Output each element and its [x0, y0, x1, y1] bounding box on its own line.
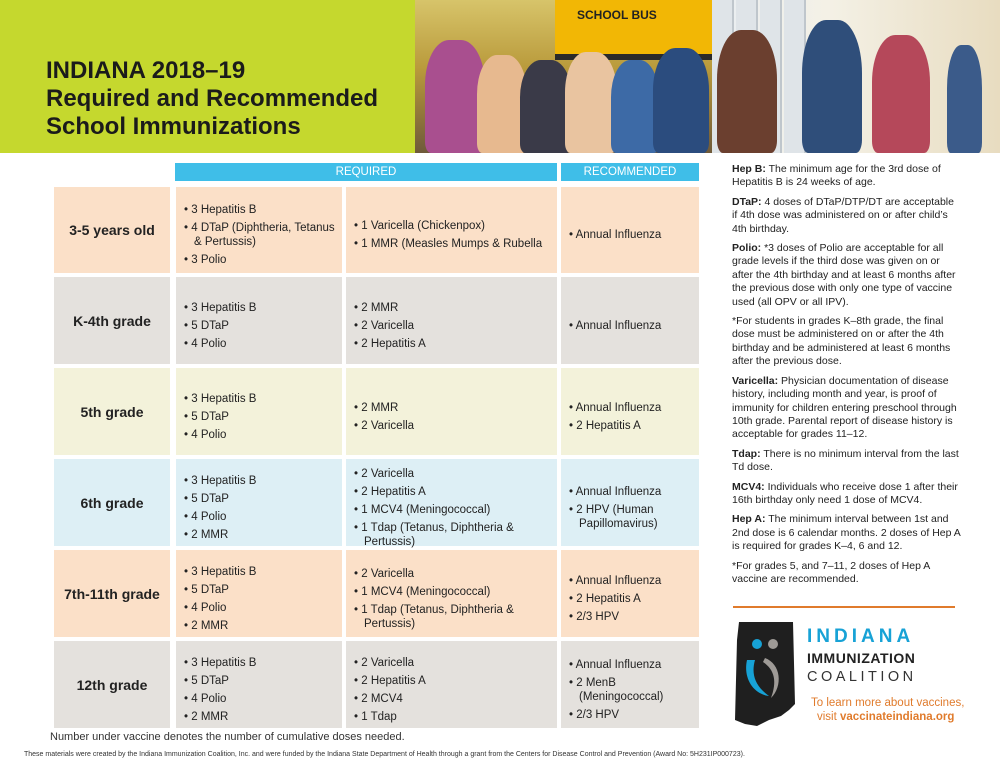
vaccine-item: • Annual Influenza [569, 319, 693, 333]
title-line-3: School Immunizations [46, 113, 301, 140]
logo-tagline: To learn more about vaccines, [811, 697, 965, 709]
vaccine-notes [732, 163, 962, 592]
required-list-secondary [346, 641, 557, 728]
required-list [176, 368, 342, 455]
vaccine-item: • 4 Polio [184, 692, 336, 706]
vaccine-item: • 2 MMR [354, 401, 551, 415]
vaccine-item: • 2 MCV4 [354, 692, 551, 706]
vaccine-item: • 2 MenB (Meningococcal) [569, 676, 693, 704]
recommended-list [561, 550, 699, 637]
vaccine-item: • 1 Tdap (Tetanus, Diphtheria & Pertussis) [354, 603, 551, 631]
notes-divider [733, 606, 955, 608]
note-paragraph [732, 375, 962, 442]
vaccine-item: • 2 Varicella [354, 656, 551, 670]
logo-coalition: COALITION [807, 669, 917, 685]
required-list-secondary [346, 277, 557, 364]
required-list-secondary [346, 368, 557, 455]
vaccine-list [176, 459, 342, 546]
vaccine-item: • 1 MCV4 (Meningococcal) [354, 503, 551, 517]
vaccine-item: • 5 DTaP [184, 583, 336, 597]
grade-label: 12th grade [54, 641, 170, 728]
indiana-state-icon [733, 620, 801, 728]
note-paragraph [732, 513, 962, 553]
page-title [46, 57, 378, 141]
recommended-list [561, 277, 699, 364]
vaccine-item: • 2 Hepatitis A [569, 419, 693, 433]
vaccine-list [176, 641, 342, 728]
students-hallway-photo [712, 0, 1000, 153]
student-figure [802, 20, 862, 153]
note-paragraph [732, 196, 962, 236]
logo-indiana: INDIANA [807, 626, 915, 647]
vaccine-item: • 4 DTaP (Diphtheria, Tetanus & Pertussis) [184, 221, 336, 249]
recommended-list [561, 187, 699, 273]
note-paragraph [732, 448, 962, 475]
vaccine-item: • 2 MMR [184, 619, 336, 633]
recommended-header: RECOMMENDED [561, 163, 699, 181]
note-paragraph [732, 242, 962, 309]
website-link[interactable]: vaccinateindiana.org [840, 711, 955, 723]
header-banner [0, 0, 1000, 153]
note-paragraph [732, 560, 962, 587]
vaccine-item: • 2 MMR [354, 301, 551, 315]
vaccine-item: • 5 DTaP [184, 319, 336, 333]
vaccine-item: • 2 Hepatitis A [354, 485, 551, 499]
vaccine-item: • 1 MMR (Measles Mumps & Rubella [354, 237, 551, 251]
note-term: Polio: [732, 242, 762, 255]
note-text: Individuals who receive dose 1 after their 16th birthday only need 1 dose of MCV4. [732, 480, 958, 506]
note-term: Varicella: [732, 374, 779, 387]
table-row [50, 183, 700, 273]
grade-label: 6th grade [54, 459, 170, 546]
vaccine-item: • 2/3 HPV [569, 610, 693, 624]
table-row [50, 364, 700, 455]
note-term: MCV4: [732, 480, 765, 493]
note-text: There is no minimum interval from the last Td dose. [732, 447, 959, 474]
vaccine-list [561, 459, 699, 546]
recommended-list [561, 459, 699, 546]
vaccine-item: • 5 DTaP [184, 674, 336, 688]
vaccine-list [346, 368, 557, 455]
vaccine-list [346, 550, 557, 637]
vaccine-item: • 2 Varicella [354, 419, 551, 433]
vaccine-list [346, 641, 557, 728]
table-row [50, 546, 700, 637]
vaccine-list [176, 368, 342, 455]
required-list [176, 187, 342, 273]
student-figure [947, 45, 982, 153]
vaccine-list [176, 277, 342, 364]
vaccine-list [561, 550, 699, 637]
grade-label: 7th-11th grade [54, 550, 170, 637]
note-term: Tdap: [732, 447, 761, 460]
note-text: Physician documentation of disease history, including month and year, is proof of immunity for children entering preschool through 10th grade. Parental report of disease history is acceptable for grades 11–12. [732, 374, 957, 441]
vaccine-item: • 3 Polio [184, 253, 336, 267]
vaccine-item: • 2 HPV (Human Papillomavirus) [569, 503, 693, 531]
note-text: *For grades 5, and 7–11, 2 doses of Hep A vaccine are recommended. [732, 559, 930, 585]
vaccine-item: • Annual Influenza [569, 485, 693, 499]
student-figure [653, 48, 709, 153]
note-text: *3 doses of Polio are acceptable for all grade levels if the third dose was given on or after the 4th birthday and at least 6 months after the previous dose with only one type of vaccine used (all OPV or all IPV). [732, 242, 956, 308]
required-list [176, 277, 342, 364]
vaccine-item: • 5 DTaP [184, 410, 336, 424]
recommended-list [561, 641, 699, 728]
vaccine-item: • 1 Tdap [354, 710, 551, 724]
vaccine-item: • 4 Polio [184, 601, 336, 615]
vaccine-list [561, 187, 699, 273]
student-figure [611, 60, 659, 153]
vaccine-item: • Annual Influenza [569, 658, 693, 672]
note-text: The minimum interval between 1st and 2nd dose is 6 calendar months. 2 doses of Hep A is required for grades K–4, 6 and 12. [732, 513, 961, 553]
table-row [50, 637, 700, 728]
vaccine-item: • 3 Hepatitis B [184, 474, 336, 488]
funding-credits: These materials were created by the Indiana Immunization Coalition, Inc. and were funded by the Indiana State Department of Health through a grant from the Centers for Disease Control and Prevention (Award No: 5H231IP000723). [24, 751, 745, 758]
bus-sign: SCHOOL BUS [577, 8, 657, 22]
vaccine-list [561, 641, 699, 728]
required-list-secondary [346, 550, 557, 637]
note-text: The minimum age for the 3rd dose of Hepatitis B is 24 weeks of age. [732, 163, 941, 189]
vaccine-item: • 3 Hepatitis B [184, 565, 336, 579]
logo-visit-line [817, 711, 954, 723]
title-line-1: INDIANA 2018–19 [46, 57, 246, 84]
required-header: REQUIRED [175, 163, 557, 181]
vaccine-item: • Annual Influenza [569, 228, 693, 242]
vaccine-item: • 2 MMR [184, 710, 336, 724]
vaccine-item: • 2/3 HPV [569, 708, 693, 722]
vaccine-item: • 2 Varicella [354, 467, 551, 481]
recommended-list [561, 368, 699, 455]
vaccine-item: • 4 Polio [184, 510, 336, 524]
student-figure [425, 40, 485, 153]
grade-label: 3-5 years old [54, 187, 170, 273]
visit-label: visit [817, 711, 837, 723]
vaccine-item: • 2 Varicella [354, 319, 551, 333]
vaccine-list [346, 277, 557, 364]
student-figure [565, 52, 617, 153]
vaccine-item: • 2 Hepatitis A [354, 337, 551, 351]
required-list [176, 550, 342, 637]
note-term: DTaP: [732, 195, 762, 208]
vaccine-item: • Annual Influenza [569, 401, 693, 415]
required-list-secondary [346, 187, 557, 273]
required-list [176, 459, 342, 546]
vaccine-item: • 2 Varicella [354, 567, 551, 581]
vaccine-item: • 4 Polio [184, 337, 336, 351]
note-term: Hep A: [732, 513, 766, 526]
note-text: *For students in grades K–8th grade, the final dose must be administered on or after the 4th birthday and be administered at least 6 months after the previous dose. [732, 315, 951, 368]
table-row [50, 273, 700, 364]
vaccine-item: • 3 Hepatitis B [184, 392, 336, 406]
vaccine-item: • 3 Hepatitis B [184, 203, 336, 217]
note-paragraph [732, 315, 962, 369]
grade-label: K-4th grade [54, 277, 170, 364]
vaccine-item: • 2 Hepatitis A [354, 674, 551, 688]
title-line-2: Required and Recommended [46, 85, 379, 112]
vaccine-list [561, 277, 699, 364]
student-figure [717, 30, 777, 153]
vaccine-list [176, 187, 342, 273]
vaccine-item: • 3 Hepatitis B [184, 301, 336, 315]
vaccine-item: • 2 Hepatitis A [569, 592, 693, 606]
vaccine-item: • 4 Polio [184, 428, 336, 442]
note-paragraph [732, 481, 962, 508]
note-text: 4 doses of DTaP/DTP/DT are acceptable if 4th dose was administered on or after child’s 4th birthday. [732, 195, 954, 235]
vaccine-list [346, 187, 557, 273]
vaccine-list [176, 550, 342, 637]
doses-footnote: Number under vaccine denotes the number of cumulative doses needed. [50, 731, 405, 743]
coalition-logo [733, 620, 973, 730]
required-list [176, 641, 342, 728]
table-row [50, 455, 700, 546]
vaccine-list [561, 368, 699, 455]
students-bus-photo [415, 0, 712, 153]
student-figure [872, 35, 930, 153]
logo-immunization: IMMUNIZATION [807, 650, 916, 666]
vaccine-item: • 5 DTaP [184, 492, 336, 506]
vaccine-item: • 3 Hepatitis B [184, 656, 336, 670]
required-list-secondary [346, 459, 557, 546]
vaccine-item: • Annual Influenza [569, 574, 693, 588]
note-paragraph [732, 163, 962, 190]
vaccine-item: • 1 Varicella (Chickenpox) [354, 219, 551, 233]
grade-label: 5th grade [54, 368, 170, 455]
vaccine-list [346, 459, 557, 546]
vaccine-item: • 1 MCV4 (Meningococcal) [354, 585, 551, 599]
vaccine-item: • 1 Tdap (Tetanus, Diphtheria & Pertussis) [354, 521, 551, 549]
vaccine-item: • 2 MMR [184, 528, 336, 542]
note-term: Hep B: [732, 163, 766, 175]
